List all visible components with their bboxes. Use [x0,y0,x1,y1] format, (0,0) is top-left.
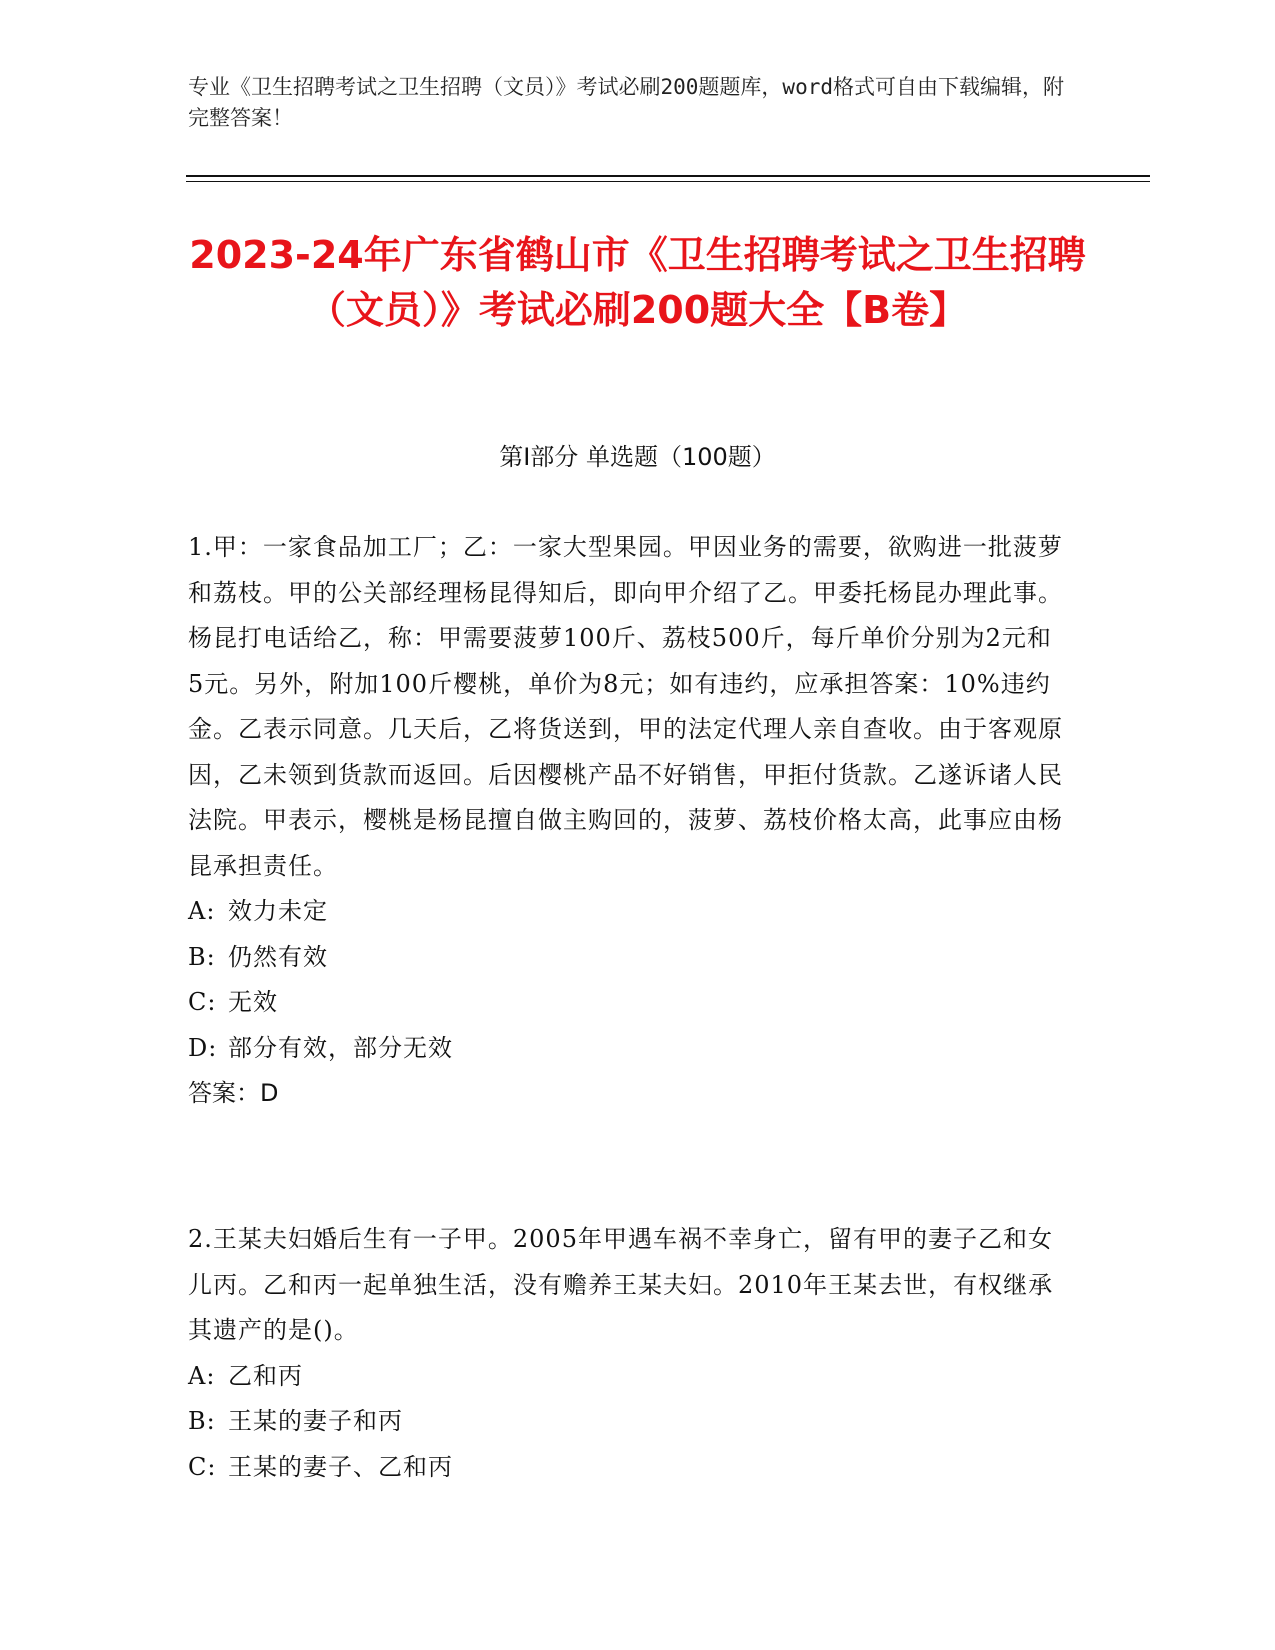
question-1 [188,525,1068,1117]
header-divider [186,175,1150,177]
option-a [188,889,1068,935]
option-b [188,935,1068,981]
option-text: 王某的妻子和丙 [228,1407,403,1435]
option-text: 乙和丙 [228,1361,303,1390]
answer-line: 答案：D [188,1079,279,1107]
header-note: 专业《卫生招聘考试之卫生招聘（文员）》考试必刷200题题库，word格式可自由下载编辑，附完整答案！ [188,75,1064,130]
option-text: 效力未定 [228,897,328,925]
option-c [188,1445,1068,1491]
option-letter: C: [188,988,217,1016]
option-a [188,1354,1068,1400]
option-b [188,1399,1068,1445]
option-letter: C: [188,1452,217,1481]
header-divider-thin [186,181,1150,182]
option-letter: A: [188,897,216,925]
option-text: 部分有效，部分无效 [228,1033,453,1062]
option-letter: D: [188,1033,218,1062]
option-text: 无效 [228,988,278,1016]
question-stem: 2.王某夫妇婚后生有一子甲。2005年甲遇车祸不幸身亡，留有甲的妻子乙和女儿丙。乙和丙一起单独生活，没有赡养王某夫妇。2010年王某去世，有权继承其遗产的是()。 [188,1225,1054,1344]
question-stem: 1.甲：一家食品加工厂；乙：一家大型果园。甲因业务的需要，欲购进一批菠萝和荔枝。甲的公关部经理杨昆得知后，即向甲介绍了乙。甲委托杨昆办理此事。杨昆打电话给乙，称：甲需要菠萝100斤、荔枝500斤，每斤单价分别为2元和5元。另外，附加100斤樱桃，单价为8元；如有违约，应承担答案：10%违约金。乙表示同意。几天后，乙将货送到，甲的法定代理人亲自查收。由于客观原因，乙未领到货款而返回。后因樱桃产品不好销售，甲拒付货款。乙遂诉诸人民法院。甲表示，樱桃是杨昆擅自做主购回的，菠萝、荔枝价格太高，此事应由杨昆承担责任。 [188,533,1063,880]
option-letter: B: [188,1407,216,1435]
section-title: 第Ⅰ部分 单选题（100题） [499,443,776,471]
option-c [188,980,1068,1026]
option-text: 王某的妻子、乙和丙 [228,1452,453,1481]
option-letter: B: [188,942,216,971]
option-letter: A: [188,1361,216,1390]
question-2 [188,1217,1068,1490]
option-text: 仍然有效 [228,942,328,971]
document-title: 2023-24年广东省鹤山市《卫生招聘考试之卫生招聘（文员）》考试必刷200题大全【B卷】 [189,233,1086,332]
option-d [188,1026,1068,1072]
